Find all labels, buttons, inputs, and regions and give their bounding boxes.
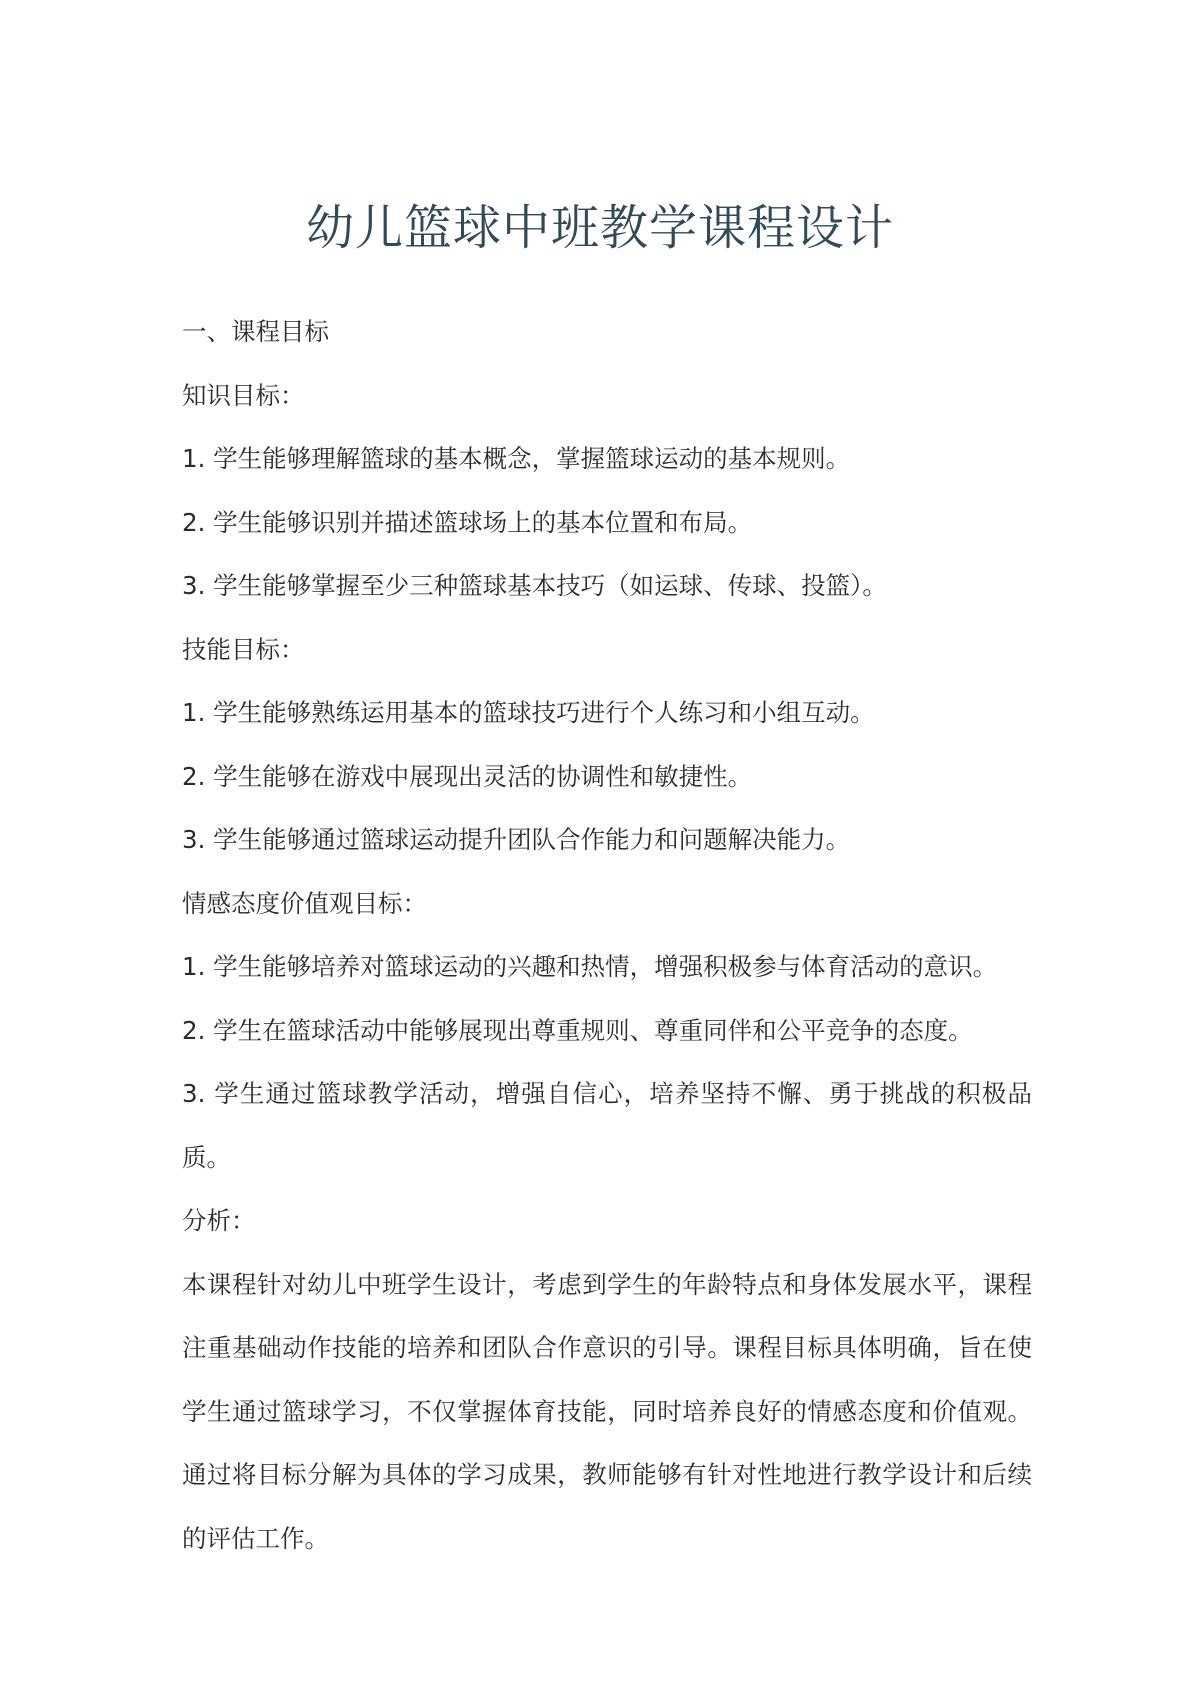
list-item: 1. 学生能够培养对篮球运动的兴趣和热情，增强积极参与体育活动的意识。 [182, 952, 998, 981]
document-body [182, 300, 1032, 1570]
list-item: 3. 学生能够通过篮球运动提升团队合作能力和问题解决能力。 [182, 825, 851, 854]
values-heading: 情感态度价值观目标： [182, 888, 427, 918]
list-item: 3. 学生通过篮球教学活动，增强自信心，培养坚持不懈、勇于挑战的积极品质。 [182, 1079, 1032, 1172]
section-heading: 一、课程目标 [182, 317, 329, 346]
list-item: 2. 学生能够在游戏中展现出灵活的协调性和敏捷性。 [182, 761, 753, 791]
list-item: 2. 学生在篮球活动中能够展现出尊重规则、尊重同伴和公平竞争的态度。 [182, 1015, 973, 1045]
list-item: 2. 学生能够识别并描述篮球场上的基本位置和布局。 [182, 507, 753, 537]
knowledge-heading: 知识目标： [182, 380, 305, 410]
list-item: 3. 学生能够掌握至少三种篮球基本技巧（如运球、传球、投篮）。 [182, 571, 887, 600]
analysis-heading: 分析： [182, 1206, 256, 1235]
skills-heading: 技能目标： [182, 634, 305, 664]
list-item: 1. 学生能够理解篮球的基本概念，掌握篮球运动的基本规则。 [182, 444, 851, 473]
document-title: 幼儿篮球中班教学课程设计 [305, 200, 894, 256]
analysis-paragraph: 本课程针对幼儿中班学生设计，考虑到学生的年龄特点和身体发展水平，课程注重基础动作技能的培养和团队合作意识的引导。课程目标具体明确，旨在使学生通过篮球学习，不仅掌握体育技能，同时培养良好的情感态度和价值观。通过将目标分解为具体的学习成果，教师能够有针对性地进行教学设计和后续的评估工作。 [182, 1269, 1032, 1553]
list-item: 1. 学生能够熟练运用基本的篮球技巧进行个人练习和小组互动。 [182, 698, 875, 727]
